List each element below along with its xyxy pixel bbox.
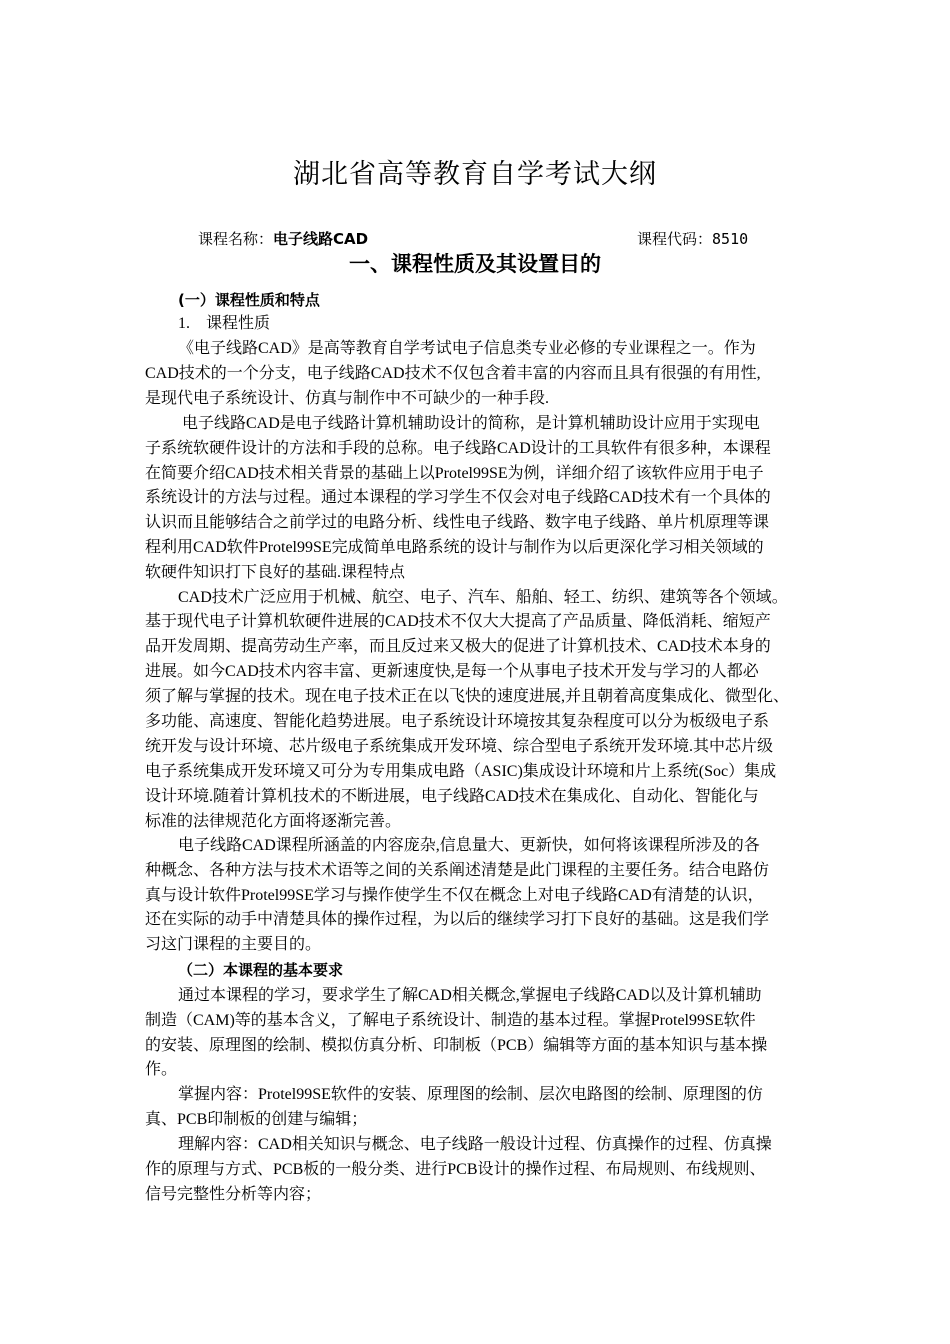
paragraph-line: 制造（CAM)等的基本含义，了解电子系统设计、制造的基本过程。掌握Protel99SE软件 (145, 1012, 756, 1029)
course-name-value: 电子线路CAD (273, 230, 369, 248)
paragraph-line: CAD技术的一个分支，电子线路CAD技术不仅包含着丰富的内容而且具有很强的有用性, (145, 365, 761, 382)
course-code-value: 8510 (712, 230, 749, 248)
paragraph-line: 软硬件知识打下良好的基础.课程特点 (145, 564, 406, 581)
paragraph-line: 理解内容：CAD相关知识与概念、电子线路一般设计过程、仿真操作的过程、仿真操 (178, 1136, 772, 1153)
course-name-label: 课程名称： (198, 230, 274, 248)
paragraph-line: 真与设计软件Protel99SE学习与操作使学生不仅在概念上对电子线路CAD有清楚的认识， (145, 887, 764, 904)
paragraph-line: 信号完整性分析等内容； (145, 1186, 322, 1203)
paragraph-line: 还在实际的动手中清楚具体的操作过程，为以后的继续学习打下良好的基础。这是我们学 (145, 911, 770, 928)
item-heading: 1. 课程性质 (178, 315, 271, 332)
paragraph-line: 统开发与设计环境、芯片级电子系统集成开发环境、综合型电子系统开发环境.其中芯片级 (145, 738, 774, 755)
paragraph-line: 种概念、各种方法与技术术语等之间的关系阐述清楚是此门课程的主要任务。结合电路仿 (145, 862, 770, 879)
paragraph-line: 多功能、高速度、智能化趋势进展。电子系统设计环境按其复杂程度可以分为板级电子系 (145, 713, 770, 730)
paragraph-line: 子系统软硬件设计的方法和手段的总称。电子线路CAD设计的工具软件有很多种，本课程 (145, 440, 771, 457)
section-heading: 一、课程性质及其设置目的 (349, 252, 601, 276)
paragraph-line: 认识而且能够结合之前学过的电路分析、线性电子线路、数字电子线路、单片机原理等课 (145, 514, 770, 531)
paragraph-line: 掌握内容：Protel99SE软件的安装、原理图的绘制、层次电路图的绘制、原理图的仿 (178, 1086, 763, 1103)
paragraph-line: 进展。如今CAD技术内容丰富、更新速度快,是每一个从事电子技术开发与学习的人都必 (145, 663, 759, 680)
document-title: 湖北省高等教育自学考试大纲 (293, 159, 657, 190)
paragraph-line: 习这门课程的主要目的。 (145, 936, 322, 953)
paragraph-line: 品开发周期、提高劳动生产率，而且反过来又极大的促进了计算机技术、CAD技术本身的 (145, 638, 771, 655)
paragraph-line: 系统设计的方法与过程。通过本课程的学习学生不仅会对电子线路CAD技术有一个具体的 (145, 489, 771, 506)
course-code (637, 228, 748, 249)
paragraph-line: 真、PCB印制板的创建与编辑； (145, 1111, 368, 1128)
paragraph-line: CAD技术广泛应用于机械、航空、电子、汽车、船舶、轻工、纺织、建筑等各个领域。 (178, 589, 788, 606)
course-name (198, 228, 368, 249)
paragraph-line: 电子系统集成开发环境又可分为专用集成电路（ASIC)集成设计环境和片上系统(Soc）集成 (145, 763, 777, 780)
paragraph-line: 作。 (145, 1061, 178, 1078)
paragraph-line: 的安装、原理图的绘制、模拟仿真分析、印制板（PCB）编辑等方面的基本知识与基本操 (145, 1037, 768, 1054)
paragraph-line: 通过本课程的学习，要求学生了解CAD相关概念,掌握电子线路CAD以及计算机辅助 (178, 987, 762, 1004)
subsection-heading-2: （二）本课程的基本要求 (178, 961, 344, 979)
paragraph-line: 程利用CAD软件Protel99SE完成简单电路系统的设计与制作为以后更深化学习相关领域的 (145, 539, 764, 556)
paragraph-line: 是现代电子系统设计、仿真与制作中不可缺少的一种手段. (145, 390, 550, 407)
paragraph-line: 须了解与掌握的技术。现在电子技术正在以飞快的速度进展,并且朝着高度集成化、微型化、 (145, 688, 790, 705)
paragraph-line: 标准的法律规范化方面将逐渐完善。 (145, 813, 402, 830)
paragraph-line: 在简要介绍CAD技术相关背景的基础上以Protel99SE为例，详细介绍了该软件应用于电子 (145, 465, 764, 482)
paragraph-line: 设计环境.随着计算机技术的不断进展，电子线路CAD技术在集成化、自动化、智能化与 (145, 788, 759, 805)
paragraph-line: 电子线路CAD课程所涵盖的内容庞杂,信息量大、更新快，如何将该课程所涉及的各 (178, 837, 760, 854)
paragraph-line: 作的原理与方式、PCB板的一般分类、进行PCB设计的操作过程、布局规则、布线规则、 (145, 1161, 766, 1178)
paragraph-line: 电子线路CAD是电子线路计算机辅助设计的简称，是计算机辅助设计应用于实现电 (182, 415, 760, 432)
subsection-heading-1: (一）课程性质和特点 (178, 291, 320, 309)
paragraph-line: 基于现代电子计算机软硬件进展的CAD技术不仅大大提高了产品质量、降低消耗、缩短产 (145, 613, 771, 630)
paragraph-line: 《电子线路CAD》是高等教育自学考试电子信息类专业必修的专业课程之一。作为 (178, 340, 756, 357)
course-code-label: 课程代码： (637, 230, 713, 248)
